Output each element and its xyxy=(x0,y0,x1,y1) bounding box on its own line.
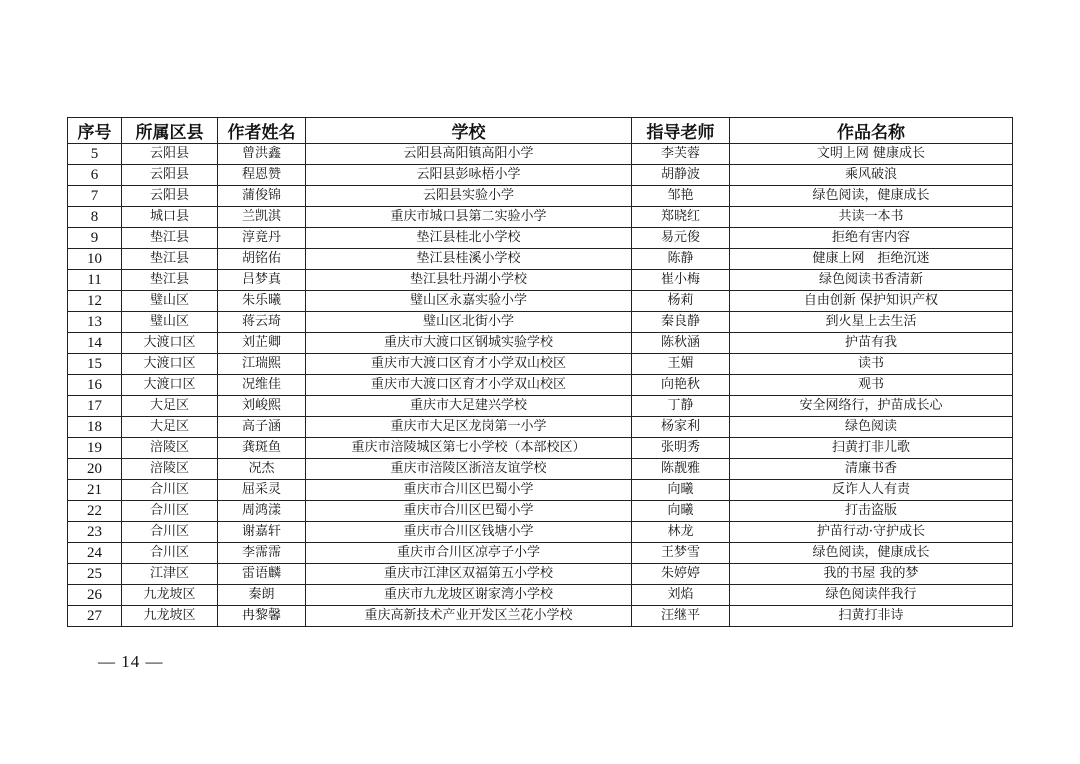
cell-school: 重庆市大渡口区育才小学双山校区 xyxy=(306,354,632,375)
cell-index: 8 xyxy=(68,207,122,228)
awards-table xyxy=(67,117,1013,627)
cell-school: 重庆市九龙坡区谢家湾小学校 xyxy=(306,585,632,606)
table-row xyxy=(68,375,1013,396)
cell-teacher: 王媚 xyxy=(632,354,730,375)
header-school: 学校 xyxy=(306,118,632,144)
header-author: 作者姓名 xyxy=(218,118,306,144)
cell-district: 江津区 xyxy=(122,564,218,585)
cell-work-title: 绿色阅读，健康成长 xyxy=(730,186,1013,207)
cell-index: 12 xyxy=(68,291,122,312)
cell-teacher: 汪继平 xyxy=(632,606,730,627)
cell-teacher: 朱婷婷 xyxy=(632,564,730,585)
table-row xyxy=(68,606,1013,627)
cell-school: 垫江县桂溪小学校 xyxy=(306,249,632,270)
table-row xyxy=(68,438,1013,459)
header-index: 序号 xyxy=(68,118,122,144)
cell-school: 云阳县实验小学 xyxy=(306,186,632,207)
cell-index: 22 xyxy=(68,501,122,522)
table-row xyxy=(68,417,1013,438)
cell-work-title: 文明上网 健康成长 xyxy=(730,144,1013,165)
cell-work-title: 读书 xyxy=(730,354,1013,375)
cell-teacher: 丁静 xyxy=(632,396,730,417)
cell-author: 周鸿漾 xyxy=(218,501,306,522)
cell-index: 6 xyxy=(68,165,122,186)
cell-work-title: 护苗有我 xyxy=(730,333,1013,354)
cell-index: 15 xyxy=(68,354,122,375)
cell-work-title: 健康上网 拒绝沉迷 xyxy=(730,249,1013,270)
cell-work-title: 扫黄打非诗 xyxy=(730,606,1013,627)
cell-district: 垫江县 xyxy=(122,249,218,270)
cell-work-title: 反诈人人有责 xyxy=(730,480,1013,501)
cell-school: 重庆市涪陵城区第七小学校（本部校区） xyxy=(306,438,632,459)
table-row xyxy=(68,249,1013,270)
cell-work-title: 绿色阅读，健康成长 xyxy=(730,543,1013,564)
cell-index: 23 xyxy=(68,522,122,543)
cell-index: 10 xyxy=(68,249,122,270)
cell-teacher: 向艳秋 xyxy=(632,375,730,396)
cell-index: 16 xyxy=(68,375,122,396)
cell-school: 重庆高新技术产业开发区兰花小学校 xyxy=(306,606,632,627)
cell-school: 重庆市大足区龙岗第一小学 xyxy=(306,417,632,438)
cell-teacher: 向曦 xyxy=(632,480,730,501)
cell-district: 璧山区 xyxy=(122,291,218,312)
cell-district: 大渡口区 xyxy=(122,375,218,396)
cell-teacher: 张明秀 xyxy=(632,438,730,459)
cell-teacher: 杨家利 xyxy=(632,417,730,438)
cell-district: 合川区 xyxy=(122,543,218,564)
cell-district: 合川区 xyxy=(122,480,218,501)
cell-index: 14 xyxy=(68,333,122,354)
cell-author: 况维佳 xyxy=(218,375,306,396)
cell-district: 涪陵区 xyxy=(122,459,218,480)
cell-school: 重庆市城口县第二实验小学 xyxy=(306,207,632,228)
cell-school: 云阳县高阳镇高阳小学 xyxy=(306,144,632,165)
table-header-row xyxy=(68,118,1013,144)
cell-author: 兰凯淇 xyxy=(218,207,306,228)
cell-district: 大足区 xyxy=(122,417,218,438)
cell-index: 24 xyxy=(68,543,122,564)
cell-author: 刘峻熙 xyxy=(218,396,306,417)
cell-school: 垫江县桂北小学校 xyxy=(306,228,632,249)
table-row xyxy=(68,585,1013,606)
table-row xyxy=(68,543,1013,564)
cell-district: 九龙坡区 xyxy=(122,585,218,606)
cell-teacher: 李芙蓉 xyxy=(632,144,730,165)
cell-work-title: 共读一本书 xyxy=(730,207,1013,228)
cell-author: 冉黎馨 xyxy=(218,606,306,627)
cell-district: 大渡口区 xyxy=(122,354,218,375)
cell-work-title: 绿色阅读书香清新 xyxy=(730,270,1013,291)
cell-author: 蒋云琦 xyxy=(218,312,306,333)
cell-index: 17 xyxy=(68,396,122,417)
cell-school: 重庆市合川区凉亭子小学 xyxy=(306,543,632,564)
cell-work-title: 安全网络行，护苗成长心 xyxy=(730,396,1013,417)
cell-school: 重庆市合川区钱塘小学 xyxy=(306,522,632,543)
cell-author: 江瑞熙 xyxy=(218,354,306,375)
cell-district: 云阳县 xyxy=(122,144,218,165)
table-row xyxy=(68,144,1013,165)
table-row xyxy=(68,270,1013,291)
page-number: — 14 — xyxy=(98,652,164,671)
cell-school: 重庆市大足建兴学校 xyxy=(306,396,632,417)
cell-index: 21 xyxy=(68,480,122,501)
table-row xyxy=(68,501,1013,522)
cell-teacher: 刘焰 xyxy=(632,585,730,606)
cell-index: 18 xyxy=(68,417,122,438)
cell-teacher: 崔小梅 xyxy=(632,270,730,291)
table-row xyxy=(68,228,1013,249)
cell-index: 11 xyxy=(68,270,122,291)
cell-district: 垫江县 xyxy=(122,228,218,249)
cell-district: 垫江县 xyxy=(122,270,218,291)
cell-work-title: 清廉书香 xyxy=(730,459,1013,480)
cell-school: 重庆市大渡口区育才小学双山校区 xyxy=(306,375,632,396)
table-body xyxy=(68,144,1013,627)
cell-school: 重庆市合川区巴蜀小学 xyxy=(306,480,632,501)
cell-teacher: 王梦雪 xyxy=(632,543,730,564)
cell-district: 云阳县 xyxy=(122,165,218,186)
cell-author: 况杰 xyxy=(218,459,306,480)
table-row xyxy=(68,333,1013,354)
cell-author: 蒲俊锦 xyxy=(218,186,306,207)
cell-district: 云阳县 xyxy=(122,186,218,207)
table-row xyxy=(68,459,1013,480)
cell-work-title: 乘风破浪 xyxy=(730,165,1013,186)
cell-teacher: 胡静波 xyxy=(632,165,730,186)
cell-teacher: 杨莉 xyxy=(632,291,730,312)
table-row xyxy=(68,291,1013,312)
cell-author: 曾洪鑫 xyxy=(218,144,306,165)
cell-work-title: 绿色阅读伴我行 xyxy=(730,585,1013,606)
cell-teacher: 易元俊 xyxy=(632,228,730,249)
cell-teacher: 郑晓红 xyxy=(632,207,730,228)
cell-author: 朱乐曦 xyxy=(218,291,306,312)
cell-author: 谢嘉轩 xyxy=(218,522,306,543)
cell-author: 雷语麟 xyxy=(218,564,306,585)
cell-teacher: 陈靓雅 xyxy=(632,459,730,480)
table-row xyxy=(68,564,1013,585)
cell-work-title: 观书 xyxy=(730,375,1013,396)
table-row xyxy=(68,312,1013,333)
cell-school: 璧山区永嘉实验小学 xyxy=(306,291,632,312)
table-row xyxy=(68,480,1013,501)
cell-index: 26 xyxy=(68,585,122,606)
cell-index: 7 xyxy=(68,186,122,207)
cell-author: 李霈霈 xyxy=(218,543,306,564)
table-row xyxy=(68,396,1013,417)
cell-district: 合川区 xyxy=(122,501,218,522)
table-row xyxy=(68,207,1013,228)
cell-school: 重庆市江津区双福第五小学校 xyxy=(306,564,632,585)
cell-work-title: 拒绝有害内容 xyxy=(730,228,1013,249)
table-row xyxy=(68,522,1013,543)
cell-teacher: 邹艳 xyxy=(632,186,730,207)
cell-work-title: 扫黄打非儿歌 xyxy=(730,438,1013,459)
cell-district: 大渡口区 xyxy=(122,333,218,354)
cell-index: 5 xyxy=(68,144,122,165)
header-district: 所属区县 xyxy=(122,118,218,144)
cell-school: 重庆市大渡口区钢城实验学校 xyxy=(306,333,632,354)
cell-author: 胡铭佑 xyxy=(218,249,306,270)
cell-index: 19 xyxy=(68,438,122,459)
cell-school: 垫江县牡丹湖小学校 xyxy=(306,270,632,291)
cell-index: 13 xyxy=(68,312,122,333)
table-row xyxy=(68,186,1013,207)
cell-district: 城口县 xyxy=(122,207,218,228)
cell-work-title: 绿色阅读 xyxy=(730,417,1013,438)
cell-work-title: 护苗行动·守护成长 xyxy=(730,522,1013,543)
header-teacher: 指导老师 xyxy=(632,118,730,144)
cell-school: 重庆市涪陵区浙涪友谊学校 xyxy=(306,459,632,480)
cell-school: 重庆市合川区巴蜀小学 xyxy=(306,501,632,522)
cell-author: 秦朗 xyxy=(218,585,306,606)
cell-author: 屈采灵 xyxy=(218,480,306,501)
cell-author: 龚斑鱼 xyxy=(218,438,306,459)
cell-index: 25 xyxy=(68,564,122,585)
cell-teacher: 向曦 xyxy=(632,501,730,522)
cell-author: 淳竟丹 xyxy=(218,228,306,249)
cell-district: 九龙坡区 xyxy=(122,606,218,627)
cell-school: 璧山区北街小学 xyxy=(306,312,632,333)
cell-work-title: 自由创新 保护知识产权 xyxy=(730,291,1013,312)
cell-teacher: 秦良静 xyxy=(632,312,730,333)
cell-author: 吕梦真 xyxy=(218,270,306,291)
table-row xyxy=(68,354,1013,375)
cell-district: 璧山区 xyxy=(122,312,218,333)
cell-district: 合川区 xyxy=(122,522,218,543)
cell-district: 涪陵区 xyxy=(122,438,218,459)
cell-work-title: 到火星上去生活 xyxy=(730,312,1013,333)
cell-author: 程恩赞 xyxy=(218,165,306,186)
cell-index: 9 xyxy=(68,228,122,249)
cell-teacher: 陈秋涵 xyxy=(632,333,730,354)
cell-work-title: 我的书屋 我的梦 xyxy=(730,564,1013,585)
cell-index: 27 xyxy=(68,606,122,627)
cell-author: 高子涵 xyxy=(218,417,306,438)
cell-work-title: 打击盗版 xyxy=(730,501,1013,522)
header-work-title: 作品名称 xyxy=(730,118,1013,144)
cell-teacher: 陈静 xyxy=(632,249,730,270)
cell-author: 刘芷卿 xyxy=(218,333,306,354)
cell-school: 云阳县彭咏梧小学 xyxy=(306,165,632,186)
cell-index: 20 xyxy=(68,459,122,480)
cell-teacher: 林龙 xyxy=(632,522,730,543)
table-row xyxy=(68,165,1013,186)
cell-district: 大足区 xyxy=(122,396,218,417)
